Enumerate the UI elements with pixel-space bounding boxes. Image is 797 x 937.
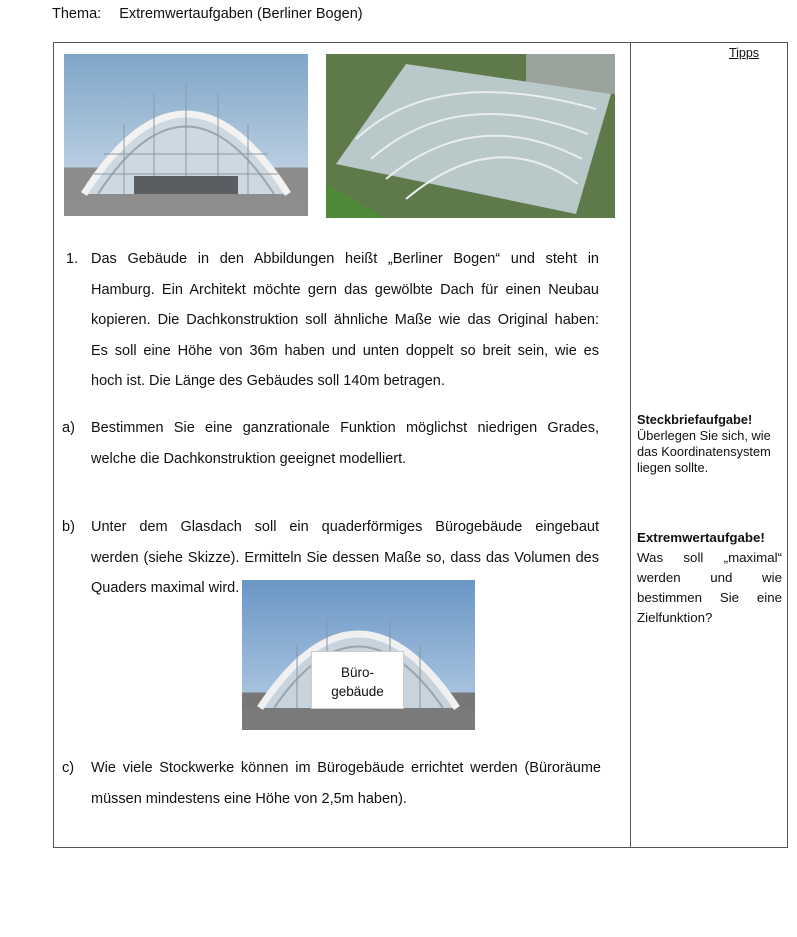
- tip-b-line: bestimmen Sie eine: [637, 590, 782, 605]
- column-divider: [630, 43, 631, 847]
- header-title: Extremwertaufgaben (Berliner Bogen): [119, 6, 363, 22]
- tip-b-line: Was soll „maximal“: [637, 550, 782, 565]
- tip-b: [637, 528, 782, 628]
- office-label-line: gebäude: [331, 684, 384, 699]
- tip-a-line: liegen sollte.: [637, 460, 709, 475]
- task-1-text: [91, 244, 599, 397]
- task-c-line: Wie viele Stockwerke können im Bürogebäude errichtet werden (Büroräume: [91, 760, 601, 776]
- task-b-line: werden (siehe Skizze). Ermitteln Sie dessen Maße so, dass das Volumen des: [91, 549, 599, 566]
- task-b-line: Unter dem Glasdach soll ein quaderförmiges Bürogebäude eingebaut: [91, 519, 599, 535]
- task-1-line: Es soll eine Höhe von 36m haben und unten doppelt so breit sein, wie es: [91, 342, 599, 359]
- task-1-line: Hamburg. Ein Architekt möchte gern das gewölbte Dach für einen Neubau: [91, 281, 599, 298]
- building-front-photo: [64, 54, 308, 216]
- page-header: [52, 6, 363, 22]
- header-label: Thema:: [52, 6, 102, 22]
- task-1-line: hoch ist. Die Länge des Gebäudes soll 140m betragen.: [91, 373, 445, 389]
- tip-b-line: Zielfunktion?: [637, 610, 713, 625]
- task-a-line: Bestimmen Sie eine ganzrationale Funktion möglichst niedrigen Grades,: [91, 420, 599, 436]
- task-1-line: Das Gebäude in den Abbildungen heißt „Berliner Bogen“ und steht in: [91, 251, 599, 267]
- tips-heading: Tipps: [728, 46, 760, 60]
- task-b-line: Quaders maximal wird.: [91, 580, 240, 596]
- task-c-label: c): [62, 760, 75, 776]
- tip-a-line: Überlegen Sie sich, wie: [637, 428, 771, 443]
- task-1-line: kopieren. Die Dachkonstruktion soll ähnliche Maße wie das Original haben:: [91, 312, 599, 328]
- office-box-label: [311, 651, 404, 709]
- tip-a-title: Steckbriefaufgabe!: [637, 412, 753, 427]
- tip-a: [637, 412, 782, 476]
- task-c-line: müssen mindestens eine Höhe von 2,5m haben).: [91, 790, 407, 807]
- task-b-label: b): [62, 519, 75, 535]
- task-a-label: a): [62, 420, 75, 436]
- office-label-line: Büro-: [340, 665, 374, 680]
- task-1-number: 1.: [66, 251, 79, 267]
- tip-b-title: Extremwertaufgabe!: [637, 530, 765, 545]
- tip-a-line: das Koordinatensystem: [637, 444, 771, 459]
- tip-b-line: werden und wie: [637, 570, 782, 585]
- building-aerial-photo: [326, 54, 615, 218]
- task-a-line: welche die Dachkonstruktion geeignet modelliert.: [91, 450, 407, 467]
- task-a-text: [91, 413, 599, 474]
- task-c-text: [91, 753, 601, 814]
